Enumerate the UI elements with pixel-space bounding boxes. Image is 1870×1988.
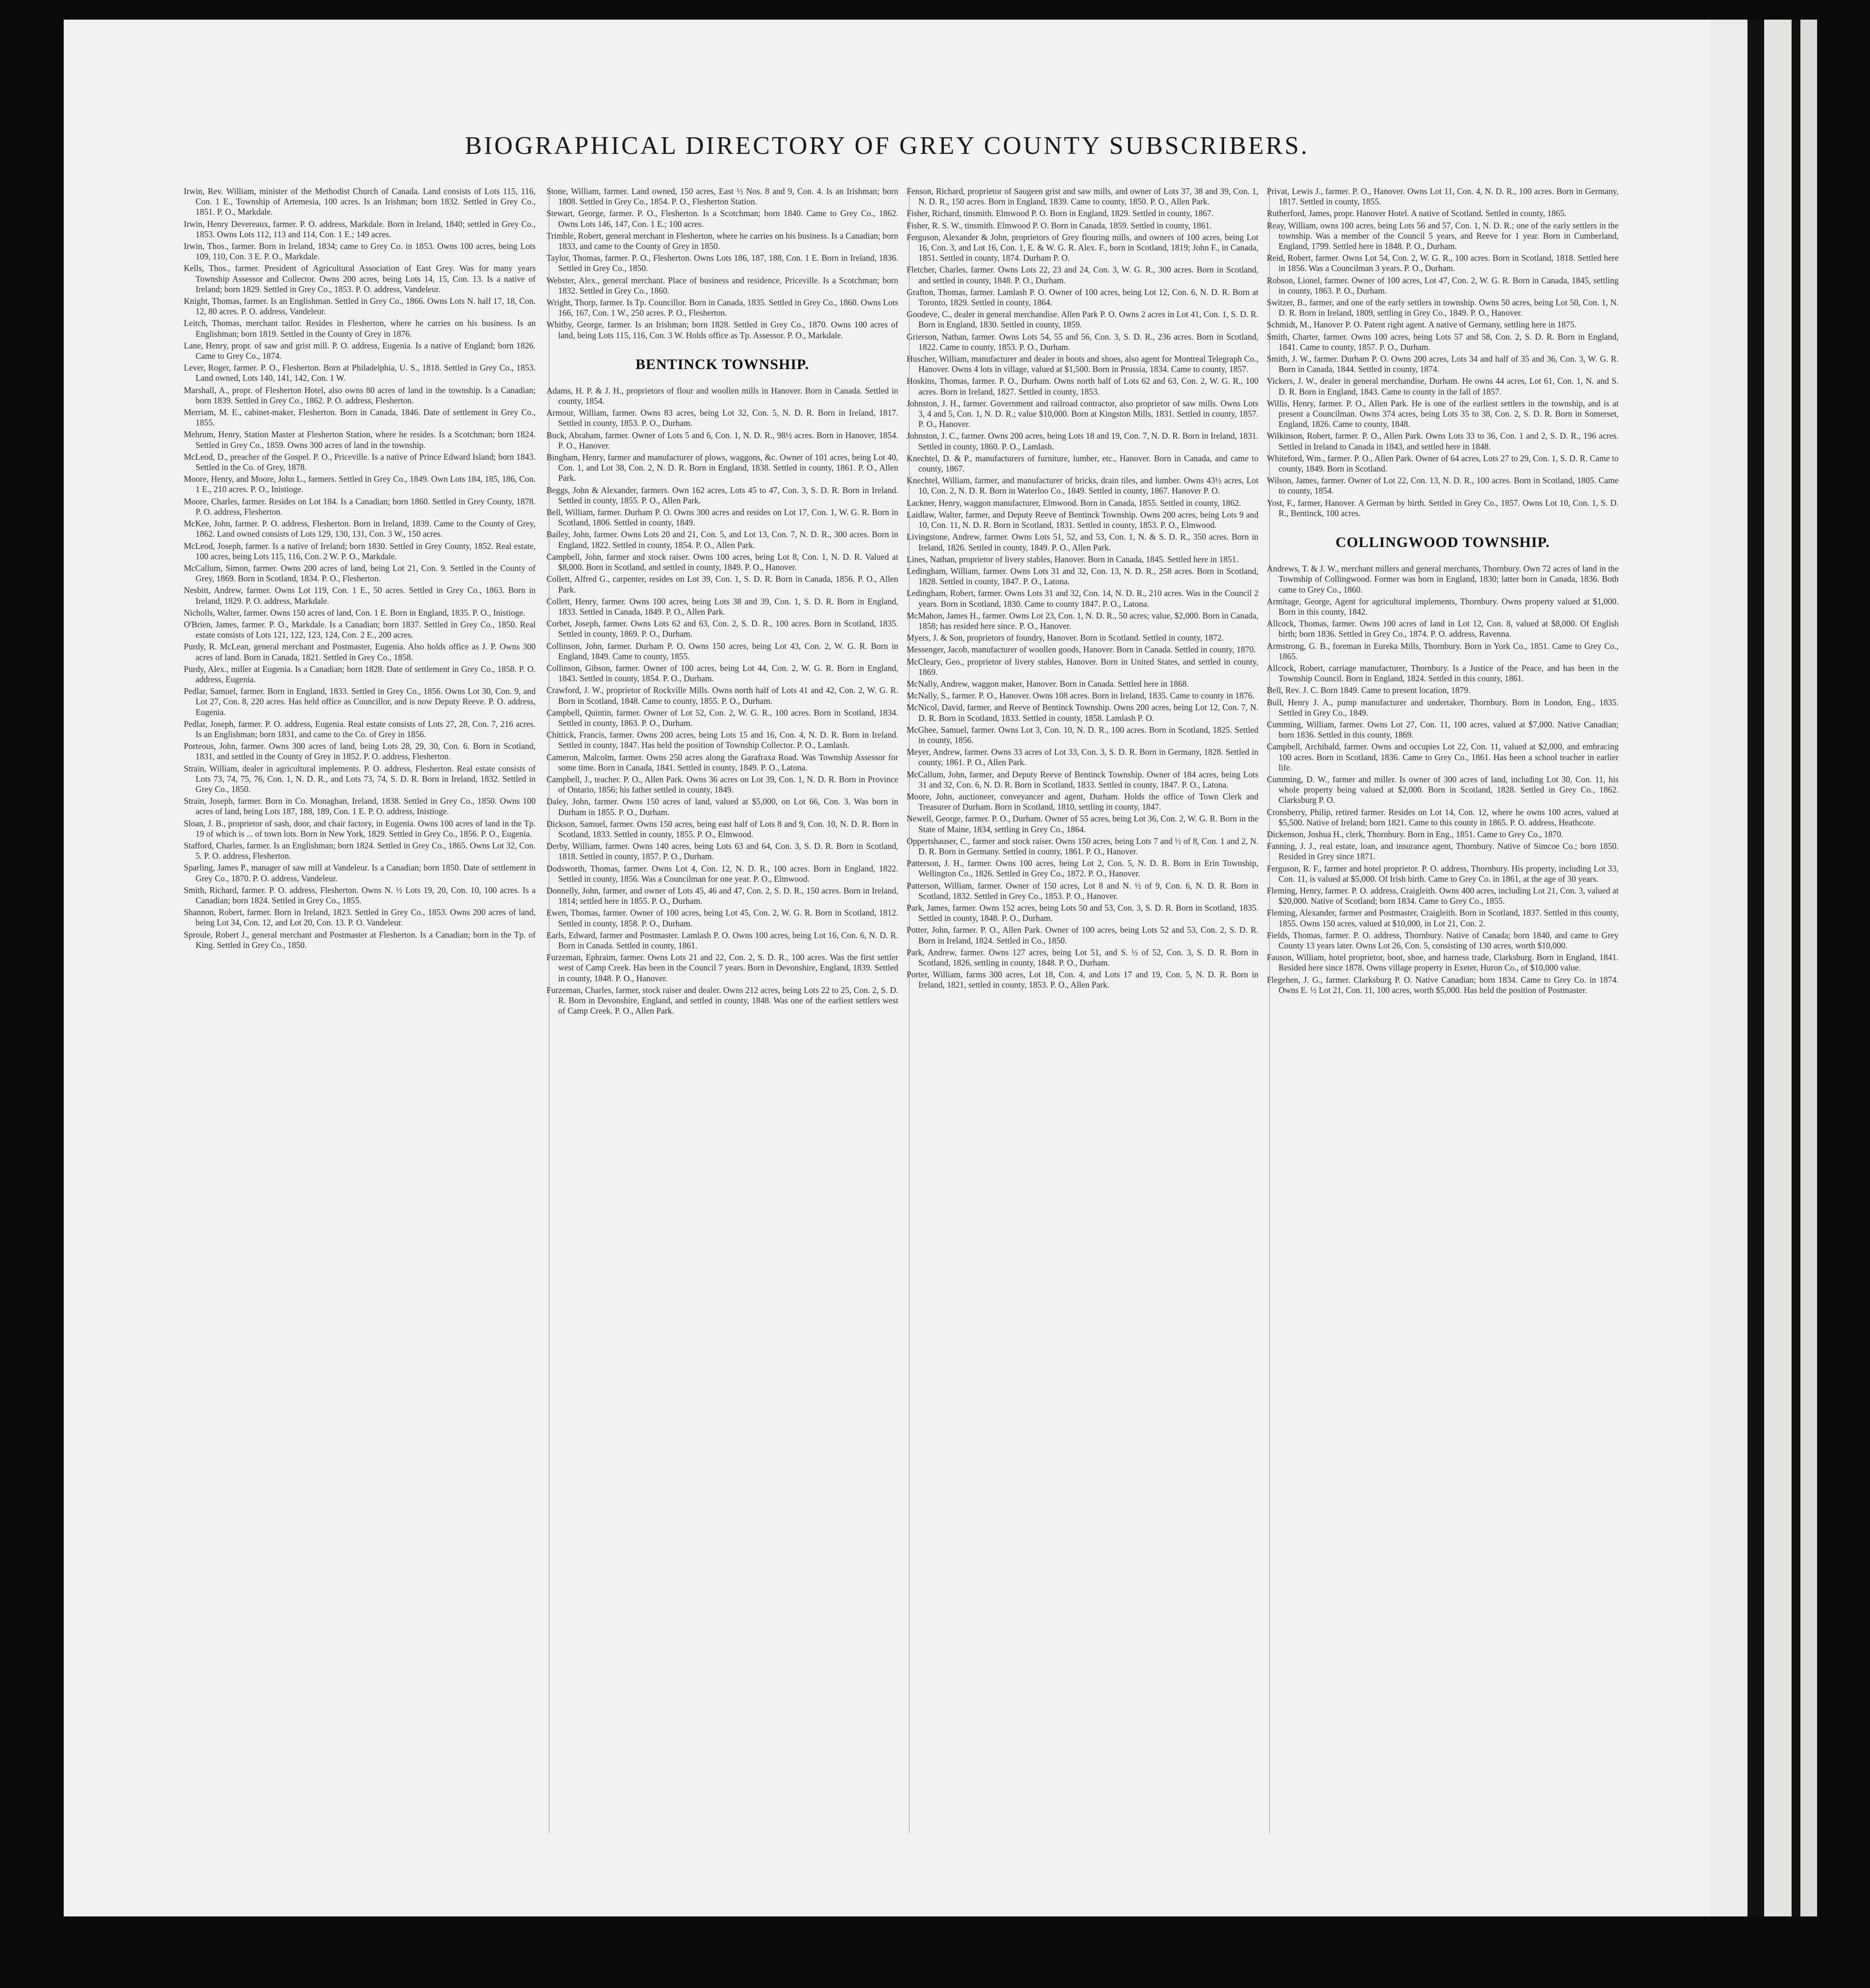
directory-entry: McKee, John, farmer. P. O. address, Flesherton. Born in Ireland, 1839. Came to the County of Grey, 1862. Land owned consists of Lots 129, 130, 131, Con. 3 W., 150 acres.	[184, 519, 536, 539]
directory-entry: Pedlar, Joseph, farmer. P. O. address, Eugenia. Real estate consists of Lots 27, 28, Con. 7, 216 acres. Is an Englishman; born 1831, and came to the Co. of Grey in 1856.	[184, 719, 536, 739]
directory-entry: Hoskins, Thomas, farmer. P. O., Durham. Owns north half of Lots 62 and 63, Con. 2, W. G. R., 100 acres. Born in Ireland, 1827. Settled in county, 1853.	[907, 376, 1258, 397]
directory-entry: Campbell, Quintin, farmer. Owner of Lot 52, Con. 2, W. G. R., 100 acres. Born in Scotland, 1834. Settled in county, 1863. P. O., Durham.	[546, 707, 898, 728]
directory-entry: Bingham, Henry, farmer and manufacturer of plows, waggons, &c. Owner of 101 acres, being Lot 40, Con. 1, and Lot 38, Con. 2, N. D. R. Born in England, 1838. Settled in county, 1861. P. O., Allen Park.	[546, 452, 898, 483]
directory-entry: Reay, William, owns 100 acres, being Lots 56 and 57, Con. 1, N. D. R.; one of the early settlers in the township. Was a member of the Council 5 years, and Reeve for 1 year. Born in Cumberland, England, 1799. Settled here in 1848. P. O., Durham.	[1267, 220, 1619, 251]
directory-entry: Campbell, J., teacher. P. O., Allen Park. Owns 36 acres on Lot 39, Con. 1, N. D. R. Born in Province of Ontario, 1856; his father settled in county, 1849.	[546, 774, 898, 795]
directory-entry: Corbet, Joseph, farmer. Owns Lots 62 and 63, Con. 2, S. D. R., 100 acres. Born in Scotland, 1835. Settled in county, 1869. P. O., Durham.	[546, 619, 898, 639]
directory-entry: McMahon, James H., farmer. Owns Lot 23, Con. 1, N. D. R., 50 acres; value, $2,000. Born in Canada, 1858; has resided here since. P. O., Hanover.	[907, 610, 1258, 631]
directory-entry: Fletcher, Charles, farmer. Owns Lots 22, 23 and 24, Con. 3, W. G. R., 300 acres. Born in Scotland, and settled in county, 1848. P. O., Durham.	[907, 265, 1258, 285]
directory-entry: Stewart, George, farmer. P. O., Flesherton. Is a Scotchman; born 1840. Came to Grey Co., 1862. Owns Lots 146, 147, Con. 1 E.; 100 acres.	[546, 208, 898, 229]
directory-entry: Bull, Henry J. A., pump manufacturer and undertaker, Thornbury. Born in London, Eng., 1835. Settled in Grey Co., 1849.	[1267, 697, 1619, 718]
directory-entry: Collinson, John, farmer. Durham P. O. Owns 150 acres, being Lot 43, Con. 2, W. G. R. Born in England, 1849. Came to county, 1855.	[546, 641, 898, 661]
directory-entry: McCallum, John, farmer, and Deputy Reeve of Bentinck Township. Owner of 184 acres, being Lots 31 and 32, Con. 6, N. D. R. Born in Scotland, 1833. Settled in county, 1847. P. O., Latona.	[907, 769, 1258, 790]
entries	[546, 186, 898, 341]
binder-edge-2	[1764, 20, 1792, 1916]
directory-entry: Buck, Abraham, farmer. Owner of Lots 5 and 6, Con. 1, N. D. R., 98½ acres. Born in Hanover, 1854. P. O., Hanover.	[546, 430, 898, 450]
binder-gap-2	[1792, 20, 1800, 1916]
section-entries	[546, 386, 898, 1017]
directory-entry: Lever, Roger, farmer. P. O., Flesherton. Born at Philadelphia, U. S., 1818. Settled in Grey Co., 1853. Land owned, Lots 140, 141, 142, Con. 1 W.	[184, 363, 536, 383]
directory-entry: Trimble, Robert, general merchant in Flesherton, where he carries on his business. Is a Canadian; born 1833, and came to the County of Grey in 1850.	[546, 230, 898, 251]
directory-entry: Ledingham, William, farmer. Owns Lots 31 and 32, Con. 13, N. D. R., 258 acres. Born in Scotland, 1828. Settled in county, 1847. P. O., Latona.	[907, 566, 1258, 587]
directory-entry: Dickenson, Joshua H., clerk, Thornbury. Born in Eng., 1851. Came to Grey Co., 1870.	[1267, 829, 1564, 839]
binder-edge-3	[1800, 20, 1817, 1916]
directory-entry: Marshall, A., propr. of Flesherton Hotel, also owns 80 acres of land in the township. Is a Canadian; born 1839. Settled in Grey Co., 1862. P. O. address, Flesherton.	[184, 385, 536, 405]
directory-entry: Wright, Thorp, farmer. Is Tp. Councillor. Born in Canada, 1835. Settled in Grey Co., 1860. Owns Lots 166, 167, Con. 1 W., 250 acres. P. O., Flesherton.	[546, 298, 898, 318]
section-heading-collingwood: COLLINGWOOD TOWNSHIP.	[1335, 534, 1550, 551]
page-title: BIOGRAPHICAL DIRECTORY OF GREY COUNTY SUBSCRIBERS.	[465, 132, 1309, 160]
directory-entry: Donnelly, John, farmer, and owner of Lots 45, 46 and 47, Con. 2, S. D. R., 150 acres. Born in Ireland, 1814; settled here in 1855. P. O., Durham.	[546, 885, 898, 906]
directory-entry: Earls, Edward, farmer and Postmaster. Lamlash P. O. Owns 100 acres, being Lot 16, Con. 6, N. D. R. Born in Canada. Settled in county, 1861.	[546, 930, 898, 950]
directory-entry: McGhee, Samuel, farmer. Owns Lot 3, Con. 10, N. D. R., 100 acres. Born in Scotland, 1825. Settled in county, 1856.	[907, 724, 1258, 745]
directory-entry: Livingstone, Andrew, farmer. Owns Lots 51, 52, and 53, Con. 1, N. & S. D. R., 350 acres. Born in Ireland, 1826. Settled in county, 1849. P. O., Allen Park.	[907, 532, 1258, 552]
directory-entry: Whitby, George, farmer. Is an Irishman; born 1828. Settled in Grey Co., 1870. Owns 100 acres of land, being Lots 115, 116, Con. 3 W. Holds office as Tp. Assessor. P. O., Markdale.	[546, 320, 898, 340]
directory-entry: Schmidt, M., Hanover P. O. Patent right agent. A native of Germany, settling here in 1875.	[1267, 320, 1577, 330]
directory-entry: Beggs, John & Alexander, farmers. Own 162 acres, Lots 45 to 47, Con. 3, S. D. R. Born in Ireland. Settled in county, 1855. P. O., Allen Park.	[546, 485, 898, 505]
directory-entry: Allcock, Robert, carriage manufacturer, Thornbury. Is a Justice of the Peace, and has been in the Township Council. Born in England, 1824. Settled in this county, 1861.	[1267, 663, 1619, 684]
directory-entry: Park, James, farmer. Owns 152 acres, being Lots 50 and 53, Con. 3, S. D. R. Born in Scotland, 1835. Settled in county, 1848. P. O., Durham.	[907, 903, 1258, 923]
directory-entry: McNicol, David, farmer, and Reeve of Bentinck Township. Owns 200 acres, being Lot 12, Con. 7, N. D. R. Born in Scotland, 1833. Settled in county, 1858. Lamlash P. O.	[907, 702, 1258, 723]
directory-entry: Robson, Lionel, farmer. Owner of 100 acres, Lot 47, Con. 2, W. G. R. Born in Canada, 1845, settling in county, 1863. P. O., Durham.	[1267, 275, 1619, 296]
directory-entry: Collett, Henry, farmer. Owns 100 acres, being Lots 38 and 39, Con. 1, S. D. R. Born in England, 1833. Settled in Canada, 1849. P. O., Allen Park.	[546, 596, 898, 617]
directory-entry: Willis, Henry, farmer. P. O., Allen Park. He is one of the earliest settlers in the township, and is at present a Councilman. Owns 374 acres, being Lots 35 to 38, Con. 2, S. D. R. Born in Somerset, England, 1826. Came to county, 1848.	[1267, 398, 1619, 429]
directory-entry: Bell, William, farmer. Durham P. O. Owns 300 acres and resides on Lot 17, Con. 1, W. G. R. Born in Scotland, 1806. Settled in county, 1849.	[546, 507, 898, 528]
directory-entry: Wilson, James, farmer. Owner of Lot 22, Con. 13, N. D. R., 100 acres. Born in Scotland, 1805. Came to county, 1854.	[1267, 475, 1619, 496]
column-1	[184, 186, 536, 952]
directory-entry: Ewen, Thomas, farmer. Owner of 100 acres, being Lot 45, Con. 2, W. G. R. Born in Scotland, 1812. Settled in county, 1858. P. O., Durham.	[546, 908, 898, 928]
directory-entry: Fisher, R. S. W., tinsmith. Elmwood P. O. Born in Canada, 1859. Settled in county, 1861.	[907, 220, 1212, 230]
directory-entry: Oppertshauser, C., farmer and stock raiser. Owns 150 acres, being Lots 7 and ½ of 8, Con. 1 and 2, N. D. R. Born in Germany. Settled in county, 1861. P. O., Hanover.	[907, 836, 1258, 856]
directory-entry: Privat, Lewis J., farmer. P. O., Hanover. Owns Lot 11, Con. 4, N. D. R., 100 acres. Born in Germany, 1817. Settled in county, 1855.	[1267, 186, 1619, 207]
directory-entry: Bell, Rev. J. C. Born 1849. Came to present location, 1879.	[1267, 685, 1471, 696]
binder-gap	[1747, 20, 1764, 1916]
directory-entry: Purdy, R. McLean, general merchant and Postmaster, Eugenia. Also holds office as J. P. Owns 300 acres of land. Born in Canada, 1821. Settled in Grey Co., 1858.	[184, 642, 536, 662]
directory-entry: Vickers, J. W., dealer in general merchandise, Durham. He owns 44 acres, Lot 61, Con. 1, N. and S. D. R. Born in England, 1843. Came to county in the fall of 1857.	[1267, 376, 1619, 397]
directory-entry: Reid, Robert, farmer. Owns Lot 54, Con. 2, W. G. R., 100 acres. Born in Scotland, 1818. Settled here in 1856. Was a Councilman 3 years. P. O., Durham.	[1267, 253, 1619, 273]
directory-entry: McCleary, Geo., proprietor of livery stables, Hanover. Born in United States, and settled in county, 1869.	[907, 656, 1258, 677]
directory-entry: Strain, William, dealer in agricultural implements. P. O. address, Flesherton. Real estate consists of Lots 73, 74, 75, 76, Con. 1, N. D. R., and Lots 73, 74, S. D. R. Born in Ireland, 1832. Settled in Grey Co., 1850.	[184, 763, 536, 794]
directory-entry: Chittick, Francis, farmer. Owns 200 acres, being Lots 15 and 16, Con. 4, N. D. R. Born in Ireland. Settled in county, 1847. Has held the position of Township Collector. P. O., Lamlash.	[546, 730, 898, 750]
directory-entry: Flegehen, J. G., farmer. Clarksburg P. O. Native Canadian; born 1834. Came to Grey Co. in 1874. Owns E. ½ Lot 21, Con. 11, 100 acres, worth $5,000. Has held the position of Postmaster.	[1267, 974, 1619, 995]
directory-entry: Furzeman, Ephraim, farmer. Owns Lots 21 and 22, Con. 2, S. D. R., 100 acres. Was the first settler west of Camp Creek. Has been in the Council 7 years. Born in Devonshire, England, 1839. Settled in county, 1848. P. O., Hanover.	[546, 952, 898, 983]
column-2	[546, 186, 898, 1018]
directory-entry: Nicholls, Walter, farmer. Owns 150 acres of land, Con. 1 E. Born in England, 1835. P. O., Inistioge.	[184, 607, 525, 618]
directory-entry: Patterson, William, farmer. Owner of 150 acres, Lot 8 and N. ½ of 9, Con. 6, N. D. R. Born in Scotland, 1832. Settled in Grey Co., 1853. P. O., Hanover.	[907, 880, 1258, 901]
directory-entry: Fisher, Richard, tinsmith. Elmwood P. O. Born in England, 1829. Settled in county, 1867.	[907, 208, 1214, 219]
directory-entry: McLeod, Joseph, farmer. Is a native of Ireland; born 1830. Settled in Grey County, 1852. Real estate, 100 acres, being Lots 115, 116, Con. 2 W. P. O., Markdale.	[184, 541, 536, 561]
directory-entry: Shannon, Robert, farmer. Born in Ireland, 1823. Settled in Grey Co., 1853. Owns 200 acres of land, being Lot 34, Con. 12, and Lot 20, Con. 13. P. O. Vandeleur.	[184, 907, 536, 928]
directory-entry: Moore, John, auctioneer, conveyancer and agent, Durham. Holds the office of Town Clerk and Treasurer of Durham. Born in Scotland, 1810, settling in county, 1847.	[907, 791, 1258, 812]
directory-entry: Fleming, Alexander, farmer and Postmaster, Craigleith. Born in Scotland, 1837. Settled in this county, 1855. Owns 150 acres, valued at $10,000, in Lot 21, Con. 2.	[1267, 908, 1619, 928]
directory-entry: Ferguson, Alexander & John, proprietors of Grey flouring mills, and owners of 100 acres, being Lot 16, Con. 3, and Lot 16, Con. 1, E. & W. G. R. Alex. F., born in Scotland, 1819; John F., in Canada, 1851. Settled in county, 1874. Durham P. O.	[907, 232, 1258, 263]
directory-entry: Irwin, Henry Devereaux, farmer. P. O. address, Markdale. Born in Ireland, 1840; settled in Grey Co., 1853. Owns Lots 112, 113 and 114, Con. 1 E.; 149 acres.	[184, 219, 536, 239]
directory-entry: Pedlar, Samuel, farmer. Born in England, 1833. Settled in Grey Co., 1856. Owns Lot 30, Con. 9, and Lot 27, Con. 8, 220 acres. Has held office as Councillor, and is now Deputy Reeve. P. O. address, Eugenia.	[184, 686, 536, 717]
directory-entry: Collett, Alfred G., carpenter, resides on Lot 39, Con. 1, S. D. R. Born in Canada, 1856. P. O., Allen Park.	[546, 574, 898, 595]
directory-entry: Andrews, T. & J. W., merchant millers and general merchants, Thornbury. Own 72 acres of land in the Township of Collingwood. Former was born in England, 1830; latter born in Canada, 1836. Both came to Grey Co., 1860.	[1267, 564, 1619, 595]
directory-entry: Grierson, Nathan, farmer. Owns Lots 54, 55 and 56, Con. 3, S. D. R., 236 acres. Born in Scotland, 1822. Came to county, 1853. P. O., Durham.	[907, 331, 1258, 352]
directory-entry: Nesbitt, Andrew, farmer. Owns Lot 119, Con. 1 E., 50 acres. Settled in Grey Co., 1863. Born in Ireland, 1829. P. O. address, Markdale.	[184, 585, 536, 606]
directory-entry: Johnston, J. H., farmer. Government and railroad contractor, also proprietor of saw mills. Owns Lots 3, 4 and 5, Con. 1, N. D. R.; value $10,000. Born at Kingston Mills, 1831. Settled in county, 1857. P. O., Hanover.	[907, 398, 1258, 429]
directory-entry: Stafford, Charles, farmer. Is an Englishman; born 1824. Settled in Grey Co., 1865. Owns Lot 32, Con. 5. P. O. address, Flesherton.	[184, 840, 536, 861]
directory-entry: Campbell, John, farmer and stock raiser. Owns 100 acres, being Lot 8, Con. 1, N. D. R. Valued at $8,000. Born in Scotland, and settled in county, 1849. P. O., Hanover.	[546, 551, 898, 572]
directory-entry: Whiteford, Wm., farmer. P. O., Allen Park. Owner of 64 acres, Lots 27 to 29, Con. 1, S. D. R. Came to county, 1849. Born in Scotland.	[1267, 453, 1619, 474]
directory-entry: Dodsworth, Thomas, farmer. Owns Lot 4, Con. 12, N. D. R., 100 acres. Born in England, 1822. Settled in county, 1856. Was a Councilman for one year. P. O., Elmwood.	[546, 863, 898, 884]
section-heading-bentinck: BENTINCK TOWNSHIP.	[635, 356, 810, 373]
directory-entry: Fleming, Henry, farmer. P. O. address, Craigleith. Owns 400 acres, including Lot 21, Con. 3, valued at $20,000. Native of Scotland; born 1834. Came to Grey Co., 1855.	[1267, 885, 1619, 906]
directory-entry: Stone, William, farmer. Land owned, 150 acres, East ½ Nos. 8 and 9, Con. 4. Is an Irishman; born 1808. Settled in Grey Co., 1854. P. O., Flesherton Station.	[546, 186, 898, 207]
directory-entry: Fanning, J. J., real estate, loan, and insurance agent, Thornbury. Native of Simcoe Co.; born 1850. Resided in Grey since 1871.	[1267, 841, 1619, 862]
column-4	[1267, 186, 1619, 997]
directory-entry: Allcock, Thomas, farmer. Owns 100 acres of land in Lot 12, Con. 8, valued at $8,000. Of English birth; born 1836. Settled in Grey Co., 1874. P. O. address, Ravenna.	[1267, 619, 1619, 639]
directory-entry: Bailey, John, farmer. Owns Lots 20 and 21, Con. 5, and Lot 13, Con. 7, N. D. R., 300 acres. Born in England, 1822. Settled in county, 1854. P. O., Allen Park.	[546, 529, 898, 550]
directory-entry: Webster, Alex., general merchant. Place of business and residence, Priceville. Is a Scotchman; born 1832. Settled in Grey Co., 1860.	[546, 275, 898, 296]
directory-entry: Potter, John, farmer. P. O., Allen Park. Owner of 100 acres, being Lots 52 and 53, Con. 2, S. D. R. Born in Ireland, 1824. Settled in Co., 1850.	[907, 925, 1258, 945]
directory-entry: Campbell, Archibald, farmer. Owns and occupies Lot 22, Con. 11, valued at $2,000, and embracing 100 acres. Born in Scotland, 1836. Came to Grey Co., 1861. Has been a school teacher in earlier life.	[1267, 742, 1619, 772]
directory-entry: Irwin, Thos., farmer. Born in Ireland, 1834; came to Grey Co. in 1853. Owns 100 acres, being Lots 109, 110, Con. 3 E. P. O., Markdale.	[184, 241, 536, 262]
directory-entry: Switzer, B., farmer, and one of the early settlers in township. Owns 50 acres, being Lot 50, Con. 1, N. D. R. Born in Ireland, 1809, settling in Grey Co., 1849. P. O., Hanover.	[1267, 298, 1619, 318]
entries	[1267, 186, 1619, 519]
directory-entry: Porteous, John, farmer. Owns 300 acres of land, being Lots 28, 29, 30, Con. 6. Born in Scotland, 1831, and settled in the County of Grey in 1852. P. O. address, Flesherton.	[184, 741, 536, 762]
directory-entry: Dickson, Samuel, farmer. Owns 150 acres, being east half of Lots 8 and 9, Con. 10, N. D. R. Born in Scotland, 1833. Settled in county, 1855. P. O., Elmwood.	[546, 819, 898, 839]
directory-entry: Smith, J. W., farmer. Durham P. O. Owns 200 acres, Lots 34 and half of 35 and 36, Con. 3, W. G. R. Born in Canada, 1844. Settled in county, 1874.	[1267, 354, 1619, 374]
directory-entry: Moore, Charles, farmer. Resides on Lot 184. Is a Canadian; born 1860. Settled in Grey County, 1878. P. O. address, Flesherton.	[184, 496, 536, 517]
directory-entry: Johnston, J. C., farmer. Owns 200 acres, being Lots 18 and 19, Con. 7, N. D. R. Born in Ireland, 1831. Settled in county, 1860. P. O., Lamlash.	[907, 431, 1258, 451]
directory-entry: Sproule, Robert J., general merchant and Postmaster at Flesherton. Is a Canadian; born in the Tp. of King. Settled in Grey Co., 1850.	[184, 929, 536, 950]
directory-entry: Irwin, Rev. William, minister of the Methodist Church of Canada. Land consists of Lots 115, 116, Con. 1 E., Township of Artemesia, 100 acres. Is an Irishman; born 1832. Settled in Grey Co., 1851. P. O., Markdale.	[184, 186, 536, 217]
directory-entry: Strain, Joseph, farmer. Born in Co. Monaghan, Ireland, 1838. Settled in Grey Co., 1850. Owns 100 acres of land, being Lots 187, 188, 189, Con. 1 E. P. O. address, Inistioge.	[184, 796, 536, 817]
directory-entry: Armstrong, G. B., foreman in Eureka Mills, Thornbury. Born in York Co., 1851. Came to Grey Co., 1865.	[1267, 641, 1619, 661]
section-entries	[1267, 564, 1619, 995]
directory-entry: Lackner, Henry, waggon manufacturer, Elmwood. Born in Canada, 1855. Settled in county, 1862.	[907, 497, 1241, 508]
directory-entry: Crawford, J. W., proprietor of Rockville Mills. Owns north half of Lots 41 and 42, Con. 2, W. G. R. Born in Scotland, 1848. Came to county, 1855. P. O., Durham.	[546, 685, 898, 706]
directory-entry: Taylor, Thomas, farmer. P. O., Flesherton. Owns Lots 186, 187, 188, Con. 1 E. Born in Ireland, 1836. Settled in Grey Co., 1850.	[546, 253, 898, 273]
entries	[907, 186, 1258, 991]
directory-entry: Newell, George, farmer. P. O., Durham. Owner of 55 acres, being Lot 36, Con. 2, W. G. R. Born in the State of Maine, 1834, settling in Grey Co., 1864.	[907, 814, 1258, 834]
directory-entry: Ledingham, Robert, farmer. Owns Lots 31 and 32, Con. 14, N. D. R., 210 acres. Was in the Council 2 years. Born in Scotland, 1830. Came to county 1847. P. O., Latona.	[907, 588, 1258, 609]
directory-entry: Armitage, George, Agent for agricultural implements, Thornbury. Owns property valued at $1,000. Born in this county, 1842.	[1267, 596, 1619, 617]
directory-entry: Kells, Thos., farmer. President of Agricultural Association of East Grey. Was for many years Township Assessor and Collector. Owns 200 acres, being Lots 14, 15, Con. 13. Is a native of Ireland; born 1829. Settled in Grey Co., 1853. P. O. address, Vandeleur.	[184, 263, 536, 294]
directory-entry: Smith, Charter, farmer. Owns 100 acres, being Lots 57 and 58, Con. 2, S. D. R. Born in England, 1841. Came to county, 1857. P. O., Durham.	[1267, 331, 1619, 352]
directory-entry: Lines, Nathan, proprietor of livery stables, Hanover. Born in Canada, 1845. Settled here in 1851.	[907, 554, 1238, 564]
binder-edge	[1710, 20, 1747, 1916]
directory-entry: Armour, William, farmer. Owns 83 acres, being Lot 32, Con. 5, N. D. R. Born in Ireland, 1817. Settled in county, 1853. P. O., Durham.	[546, 408, 898, 428]
directory-entry: Moore, Henry, and Moore, John L., farmers. Settled in Grey Co., 1849. Own Lots 184, 185, 186, Con. 1 E., 210 acres. P. O., Inistioge.	[184, 474, 536, 495]
directory-entry: Merriam, M. E., cabinet-maker, Flesherton. Born in Canada, 1846. Date of settlement in Grey Co., 1855.	[184, 407, 536, 428]
directory-entry: Furzeman, Charles, farmer, stock raiser and dealer. Owns 212 acres, being Lots 22 to 25, Con. 2, S. D. R. Born in Devonshire, England, and settled in county, 1848. Was one of the earliest settlers west of Camp Creek. P. O., Allen Park.	[546, 985, 898, 1016]
directory-entry: Laidlaw, Walter, farmer, and Deputy Reeve of Bentinck Township. Owns 200 acres, being Lots 9 and 10, Con. 11, N. D. R. Born in Scotland, 1831. Settled in county, 1853. P. O., Elmwood.	[907, 509, 1258, 530]
directory-entry: Meyer, Andrew, farmer. Owns 33 acres of Lot 33, Con. 3, S. D. R. Born in Germany, 1828. Settled in county, 1861. P. O., Allen Park.	[907, 747, 1258, 768]
directory-entry: Mehrum, Henry, Station Master at Flesherton Station, where he resides. Is a Scotchman; born 1824. Settled in Grey Co., 1859. Owns 300 acres of land in the township.	[184, 429, 536, 450]
directory-entry: Knight, Thomas, farmer. Is an Englishman. Settled in Grey Co., 1866. Owns Lots N. half 17, 18, Con. 12, 80 acres. P. O. address, Vandeleur.	[184, 296, 536, 317]
directory-entry: Park, Andrew, farmer. Owns 127 acres, being Lot 51, and S. ½ of 52, Con. 3, S. D. R. Born in Scotland, 1826, settling in county, 1848. P. O., Durham.	[907, 947, 1258, 968]
directory-entry: Knechtel, D. & P., manufacturers of furniture, lumber, etc., Hanover. Born in Canada, and came to county, 1867.	[907, 453, 1258, 474]
directory-entry: Myers, J. & Son, proprietors of foundry, Hanover. Born in Scotland. Settled in county, 1872.	[907, 633, 1224, 643]
directory-entry: Ferguson, R. F., farmer and hotel proprietor. P. O. address, Thornbury. His property, including Lot 33, Con. 11, is valued at $5,000. Of Irish birth. Came to Grey Co. in 1861, at the age of 30 years.	[1267, 863, 1619, 884]
directory-entry: O'Brien, James, farmer. P. O., Markdale. Is a Canadian; born 1837. Settled in Grey Co., 1850. Real estate consists of Lots 121, 122, 123, 124, Con. 2 E., 200 acres.	[184, 619, 536, 640]
directory-entry: Porter, William, farms 300 acres, Lot 18, Con. 4, and Lots 17 and 19, Con. 5, N. D. R. Born in Ireland, 1821, settled in county, 1853. P. O., Allen Park.	[907, 969, 1258, 990]
entries	[184, 186, 536, 950]
column-3	[907, 186, 1258, 992]
directory-entry: Cumming, D. W., farmer and miller. Is owner of 300 acres of land, including Lot 30, Con. 11, his whole property being valued at $2,000. Born in Scotland, 1828. Settled in Grey Co., 1862. Clarksburg P. O.	[1267, 774, 1619, 805]
directory-entry: Fauson, William, hotel proprietor, boot, shoe, and harness trade, Clarksburg. Born in England, 1841. Resided here since 1878. Owns village property in Exeter, Huron Co., of $10,000 value.	[1267, 952, 1619, 973]
directory-entry: Grafton, Thomas, farmer. Lamlash P. O. Owner of 100 acres, being Lot 12, Con. 6, N. D. R. Born at Toronto, 1829. Settled in county, 1864.	[907, 287, 1258, 308]
directory-entry: Derby, William, farmer. Owns 140 acres, being Lots 63 and 64, Con. 3, S. D. R. Born in Scotland, 1818. Settled in county, 1857. P. O., Durham.	[546, 841, 898, 862]
directory-entry: McNally, Andrew, waggon maker, Hanover. Born in Canada. Settled here in 1868.	[907, 678, 1189, 689]
directory-entry: Adams, H. P. & J. H., proprietors of flour and woollen mills in Hanover. Born in Canada. Settled in county, 1854.	[546, 385, 898, 406]
directory-entry: Daley, John, farmer. Owns 150 acres of land, valued at $5,000, on Lot 66, Con. 3. Was born in Durham in 1855. P. O., Durham.	[546, 796, 898, 817]
directory-entry: Cronsberry, Philip, retired farmer. Resides on Lot 14, Con. 12, where he owns 100 acres, valued at $5,500. Native of Ireland; born 1821. Came to this county in 1865. P. O. address, Heathcote.	[1267, 807, 1619, 827]
directory-entry: Messenger, Jacob, manufacturer of woollen goods, Hanover. Born in Canada. Settled in county, 1870.	[907, 645, 1256, 655]
directory-entry: Fenson, Richard, proprietor of Saugeen grist and saw mills, and owner of Lots 37, 38 and 39, Con. 1, N. D. R., 150 acres. Born in England, 1839. Came to county, 1850. P. O., Allen Park.	[907, 186, 1258, 207]
directory-entry: McLeod, D., preacher of the Gospel. P. O., Priceville. Is a native of Prince Edward Island; born 1843. Settled in the Co. of Grey, 1878.	[184, 451, 536, 472]
directory-entry: Yost, F., farmer, Hanover. A German by birth. Settled in Grey Co., 1857. Owns Lot 10, Con. 1, S. D. R., Bentinck, 100 acres.	[1267, 497, 1619, 518]
directory-entry: McCallum, Simon, farmer. Owns 200 acres of land, being Lot 21, Con. 9. Settled in the County of Grey, 1869. Born in Scotland, 1834. P. O., Flesherton.	[184, 563, 536, 584]
directory-entry: Leitch, Thomas, merchant tailor. Resides in Flesherton, where he carries on his business. Is an Englishman; born 1819. Settled in the County of Grey in 1876.	[184, 318, 536, 339]
directory-entry: Fields, Thomas, farmer. P. O. address, Thornbury. Native of Canada; born 1840, and came to Grey County 13 years later. Owns Lot 26, Con. 5, consisting of 130 acres, worth $10,000.	[1267, 930, 1619, 950]
directory-entry: Goodeve, C., dealer in general merchandise. Allen Park P. O. Owns 2 acres in Lot 41, Con. 1, S. D. R. Born in England, 1830. Settled in county, 1859.	[907, 309, 1258, 330]
directory-entry: Rutherford, James, propr. Hanover Hotel. A native of Scotland. Settled in county, 1865.	[1267, 208, 1567, 219]
directory-entry: Knechtel, William, farmer, and manufacturer of bricks, drain tiles, and lumber. Owns 43½ acres, Lot 10, Con. 2, N. D. R. Born in Waterloo Co., 1849. Settled in county, 1867. Hanover P. O.	[907, 475, 1258, 496]
directory-entry: Patterson, J. H., farmer. Owns 100 acres, being Lot 2, Con. 5, N. D. R. Born in Erin Township, Wellington Co., 1826. Settled in Grey Co., 1872. P. O., Hanover.	[907, 858, 1258, 879]
directory-entry: Smith, Richard, farmer. P. O. address, Flesherton. Owns N. ½ Lots 19, 20, Con. 10, 100 acres. Is a Canadian; born 1824. Settled in Grey Co., 1855.	[184, 885, 536, 905]
directory-entry: Collinson, Gibson, farmer. Owner of 100 acres, being Lot 44, Con. 2, W. G. R. Born in England, 1843. Settled in county, 1854. P. O., Durham.	[546, 663, 898, 684]
directory-entry: Lane, Henry, propr. of saw and grist mill. P. O. address, Eugenia. Is a native of England; born 1826. Came to Grey Co., 1874.	[184, 340, 536, 361]
directory-entry: McNally, S., farmer. P. O., Hanover. Owns 108 acres. Born in Ireland, 1835. Came to county in 1876.	[907, 691, 1255, 701]
directory-entry: Purdy, Alex., miller at Eugenia. Is a Canadian; born 1828. Date of settlement in Grey Co., 1858. P. O. address, Eugenia.	[184, 664, 536, 684]
directory-entry: Cumming, William, farmer. Owns Lot 27, Con. 11, 100 acres, valued at $7,000. Native Canadian; born 1836. Settled in this county, 1869.	[1267, 719, 1619, 740]
directory-entry: Sloan, J. B., proprietor of sash, door, and chair factory, in Eugenia. Owns 100 acres of land in the Tp. 19 of which is ... of town lots. Born in New York, 1829. Settled in Grey Co., 1856. P. O., Eugenia.	[184, 818, 536, 839]
directory-entry: Huscher, William, manufacturer and dealer in boots and shoes, also agent for Montreal Telegraph Co., Hanover. Owns 4 lots in village, valued at $1,500. Born in Prussia, 1834. Came to county, 1857.	[907, 354, 1258, 374]
directory-entry: Cameron, Malcolm, farmer. Owns 250 acres along the Garafraxa Road. Was Township Assessor for some time. Born in Canada, 1841. Settled in county, 1849. P. O., Latona.	[546, 752, 898, 772]
directory-entry: Sparling, James P., manager of saw mill at Vandeleur. Is a Canadian; born 1850. Date of settlement in Grey Co., 1870. P. O. address, Vandeleur.	[184, 863, 536, 883]
directory-entry: Wilkinson, Robert, farmer. P. O., Allen Park. Owns Lots 33 to 36, Con. 1 and 2, S. D. R., 196 acres. Settled in Ireland to Canada in 1843, and settled here in 1848.	[1267, 431, 1619, 451]
